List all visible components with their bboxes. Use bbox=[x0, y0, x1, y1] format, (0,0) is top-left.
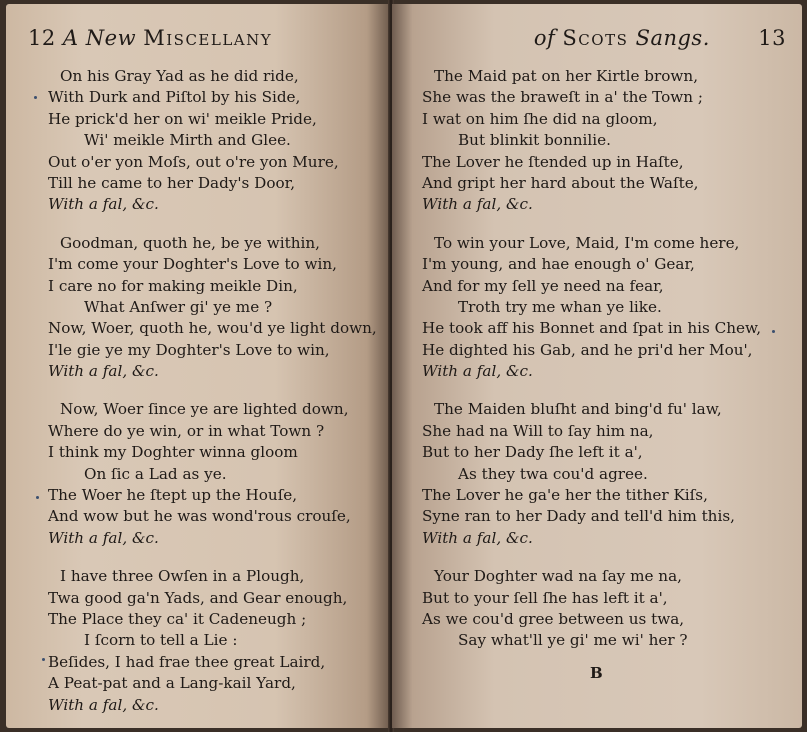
verse-line: I'le gie ye my Doghter's Love to win, bbox=[48, 340, 330, 359]
verse-line: I care no for making meikle Din, bbox=[48, 276, 298, 295]
verse-line: I think my Doghter winna gloom bbox=[48, 443, 298, 462]
verse-line: But blinkit bonnilie. bbox=[458, 131, 611, 150]
verse-line: The Lover he ga'e her the tither Kiſs, bbox=[422, 486, 708, 505]
ink-speck bbox=[36, 496, 39, 499]
verse-line: Syne ran to her Dady and tell'd him this, bbox=[422, 507, 735, 526]
right-page bbox=[392, 4, 802, 728]
verse-line: He prick'd her on wi' meikle Pride, bbox=[48, 109, 317, 128]
ink-speck bbox=[772, 330, 775, 333]
left-head-italic: A New bbox=[62, 26, 137, 50]
stanza bbox=[422, 399, 761, 549]
verse-line: And gript her hard about the Waſte, bbox=[422, 173, 699, 192]
verse-line: Where do ye win, or in what Town ? bbox=[48, 421, 325, 440]
verse-line: He dighted his Gab, and he pri'd her Mou', bbox=[422, 340, 753, 359]
refrain-line: With a fal, &c. bbox=[422, 195, 533, 214]
verse-line: With Durk and Piſtol by his Side, bbox=[48, 88, 301, 107]
verse-line: And for my ſell ye need na fear, bbox=[422, 276, 664, 295]
left-head-caps: Miscellany bbox=[143, 26, 273, 50]
verse-line: She had na Will to ſay him na, bbox=[422, 421, 654, 440]
left-page-number: 12 bbox=[28, 26, 56, 50]
refrain-line: With a fal, &c. bbox=[48, 695, 159, 714]
stanza bbox=[422, 233, 761, 383]
right-head-caps: Scots bbox=[562, 26, 629, 50]
verse-line: Twa good ga'n Yads, and Gear enough, bbox=[48, 588, 348, 607]
verse-line: The Place they ca' it Cadeneugh ; bbox=[48, 609, 307, 628]
right-verses bbox=[422, 66, 761, 669]
right-page-number: 13 bbox=[758, 26, 786, 50]
verse-line: I ſcorn to tell a Lie : bbox=[84, 631, 238, 650]
verse-line: The Maiden bluſht and bing'd fu' law, bbox=[434, 400, 722, 419]
left-running-head bbox=[28, 26, 272, 50]
verse-line: Now, Woer, quoth he, wou'd ye light down, bbox=[48, 319, 377, 338]
verse-line: Troth try me whan ye like. bbox=[458, 297, 662, 316]
ink-speck bbox=[42, 658, 45, 661]
right-head-italic: Sangs. bbox=[635, 26, 710, 50]
right-running-head bbox=[534, 26, 786, 50]
verse-line: A Peat-pat and a Lang-kail Yard, bbox=[48, 674, 296, 693]
verse-line: Your Doghter wad na ſay me na, bbox=[434, 567, 682, 586]
verse-line: She was the braweſt in a' the Town ; bbox=[422, 88, 703, 107]
verse-line: I'm come your Doghter's Love to win, bbox=[48, 255, 338, 274]
verse-line: The Lover he ſtended up in Haſte, bbox=[422, 152, 684, 171]
verse-line: I wat on him ſhe did na gloom, bbox=[422, 109, 658, 128]
refrain-line: With a fal, &c. bbox=[422, 528, 533, 547]
verse-line: As we cou'd gree between us twa, bbox=[422, 609, 685, 628]
verse-line: But to your ſell ſhe has left it a', bbox=[422, 588, 668, 607]
verse-line: He took aff his Bonnet and ſpat in his Chew, bbox=[422, 319, 762, 338]
verse-line: Say what'll ye gi' me wi' her ? bbox=[458, 631, 688, 650]
verse-line: Now, Woer ſince ye are lighted down, bbox=[60, 400, 349, 419]
verse-line: To win your Love, Maid, I'm come here, bbox=[434, 233, 740, 252]
verse-line: I have three Owſen in a Plough, bbox=[60, 567, 305, 586]
verse-line: Goodman, quoth he, be ye within, bbox=[60, 233, 320, 252]
verse-line: The Maid pat on her Kirtle brown, bbox=[434, 67, 699, 85]
signature-mark: B bbox=[590, 664, 603, 682]
left-verses bbox=[48, 66, 377, 728]
verse-line: But to her Dady ſhe left it a', bbox=[422, 443, 643, 462]
stanza bbox=[422, 66, 761, 216]
verse-line: I'm young, and hae enough o' Gear, bbox=[422, 255, 695, 274]
refrain-line: With a fal, &c. bbox=[48, 528, 159, 547]
stanza bbox=[48, 399, 377, 549]
right-head-of: of bbox=[533, 26, 556, 50]
verse-line: Till he came to her Dady's Door, bbox=[48, 173, 296, 192]
stanza bbox=[422, 566, 761, 652]
refrain-line: With a fal, &c. bbox=[422, 362, 533, 381]
verse-line: On his Gray Yad as he did ride, bbox=[60, 67, 299, 85]
ink-speck bbox=[34, 96, 37, 99]
verse-line: The Woer he ſtept up the Houſe, bbox=[48, 486, 298, 505]
stanza bbox=[48, 566, 377, 716]
verse-line: And wow but he was wond'rous crouſe, bbox=[48, 507, 351, 526]
verse-line: Beſides, I had frae thee great Laird, bbox=[48, 652, 326, 671]
stanza bbox=[48, 233, 377, 383]
verse-line: On ſic a Lad as ye. bbox=[84, 464, 227, 483]
left-page bbox=[6, 4, 390, 728]
verse-line: Wi' meikle Mirth and Glee. bbox=[84, 131, 291, 150]
verse-line: As they twa cou'd agree. bbox=[458, 464, 648, 483]
stanza bbox=[48, 66, 377, 216]
verse-line: What Anſwer gi' ye me ? bbox=[84, 297, 273, 316]
refrain-line: With a fal, &c. bbox=[48, 362, 159, 381]
refrain-line: With a fal, &c. bbox=[48, 195, 159, 214]
verse-line: Out o'er yon Moſs, out o're yon Mure, bbox=[48, 152, 339, 171]
